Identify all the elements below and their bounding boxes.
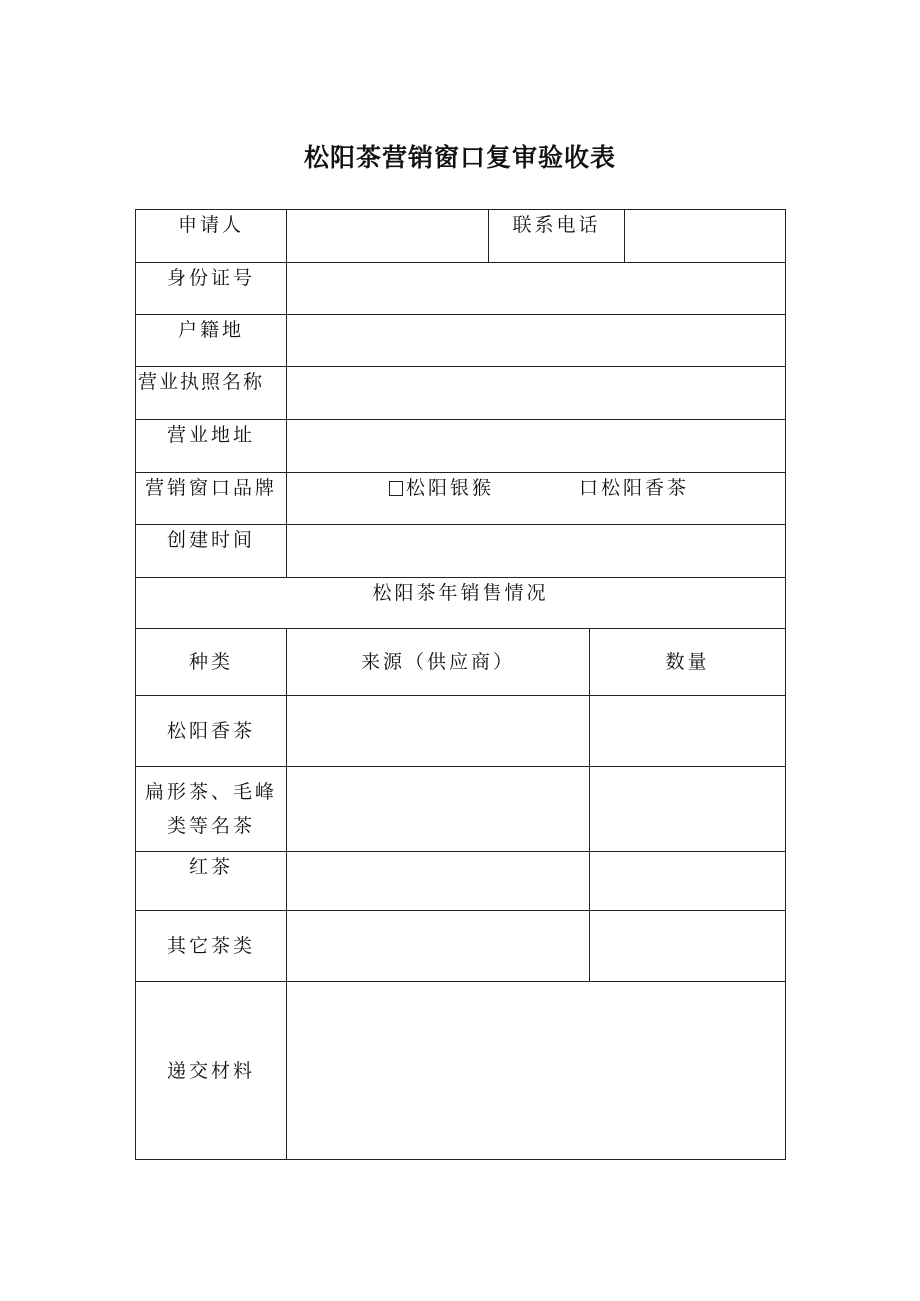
applicant-row (136, 210, 786, 263)
quantity-field[interactable] (590, 696, 786, 767)
source-field[interactable] (287, 911, 590, 982)
quantity-field[interactable] (590, 852, 786, 911)
type-label: 红茶 (188, 856, 233, 878)
acceptance-form-table (135, 209, 786, 1160)
brand-option-xiangcha-label: 松阳香茶 (601, 477, 690, 499)
type-label-line-2: 类等名茶 (166, 815, 255, 837)
brand-options (287, 475, 785, 501)
page-title: 松阳茶营销窗口复审验收表 (303, 143, 616, 172)
materials-field[interactable] (287, 982, 786, 1160)
checkbox-icon[interactable] (389, 481, 403, 496)
created-time-row (136, 525, 786, 578)
type-cell (136, 911, 287, 982)
address-field[interactable] (287, 420, 786, 473)
source-field[interactable] (287, 767, 590, 852)
applicant-field[interactable] (287, 210, 489, 263)
checkbox-glyph[interactable]: 口 (579, 477, 602, 499)
phone-label-cell (489, 210, 625, 263)
sales-section-title-cell (136, 578, 786, 629)
id-label-cell (136, 263, 287, 315)
phone-field[interactable] (625, 210, 786, 263)
brand-label-cell (136, 473, 287, 525)
phone-label: 联系电话 (512, 214, 601, 236)
type-label-line-1: 扁形茶、毛峰 (144, 781, 277, 803)
id-field[interactable] (287, 263, 786, 315)
address-label: 营业地址 (166, 424, 255, 446)
type-cell (136, 852, 287, 911)
quantity-field[interactable] (590, 767, 786, 852)
header-quantity-cell (590, 629, 786, 696)
header-type-cell (136, 629, 287, 696)
header-quantity: 数量 (665, 651, 710, 673)
materials-row (136, 982, 786, 1160)
header-source-cell (287, 629, 590, 696)
type-label: 其它茶类 (166, 935, 255, 957)
materials-label-cell (136, 982, 287, 1160)
table-row (136, 911, 786, 982)
table-row (136, 852, 786, 911)
type-cell (136, 696, 287, 767)
sales-section-title: 松阳茶年销售情况 (372, 582, 549, 604)
created-field[interactable] (287, 525, 786, 578)
type-cell (136, 767, 287, 852)
table-row (136, 767, 786, 852)
applicant-label: 申请人 (177, 214, 244, 236)
domicile-label-cell (136, 315, 287, 367)
id-label: 身份证号 (166, 267, 255, 289)
brand-options-cell (287, 473, 786, 525)
brand-option-yinhou-label: 松阳银猴 (406, 477, 495, 499)
license-name-label: 营业执照名称 (138, 371, 265, 393)
brand-row (136, 473, 786, 525)
sales-section-row (136, 578, 786, 629)
source-field[interactable] (287, 852, 590, 911)
domicile-label: 户籍地 (177, 319, 244, 341)
domicile-field[interactable] (287, 315, 786, 367)
address-row (136, 420, 786, 473)
created-label-cell (136, 525, 287, 578)
id-number-row (136, 263, 786, 315)
source-field[interactable] (287, 696, 590, 767)
license-name-label-cell (136, 367, 287, 420)
materials-label: 递交材料 (166, 1059, 255, 1082)
brand-option-yinhou[interactable] (389, 475, 494, 501)
domicile-row (136, 315, 786, 367)
created-label: 创建时间 (166, 529, 255, 551)
address-label-cell (136, 420, 287, 473)
license-name-row (136, 367, 786, 420)
quantity-field[interactable] (590, 911, 786, 982)
license-name-field[interactable] (287, 367, 786, 420)
header-source: 来源（供应商） (360, 651, 515, 673)
brand-option-xiangcha[interactable] (579, 475, 689, 501)
sales-header-row (136, 629, 786, 696)
table-row (136, 696, 786, 767)
brand-label: 营销窗口品牌 (144, 477, 277, 499)
header-type: 种类 (188, 651, 233, 673)
type-label: 松阳香茶 (166, 720, 255, 742)
applicant-label-cell (136, 210, 287, 263)
